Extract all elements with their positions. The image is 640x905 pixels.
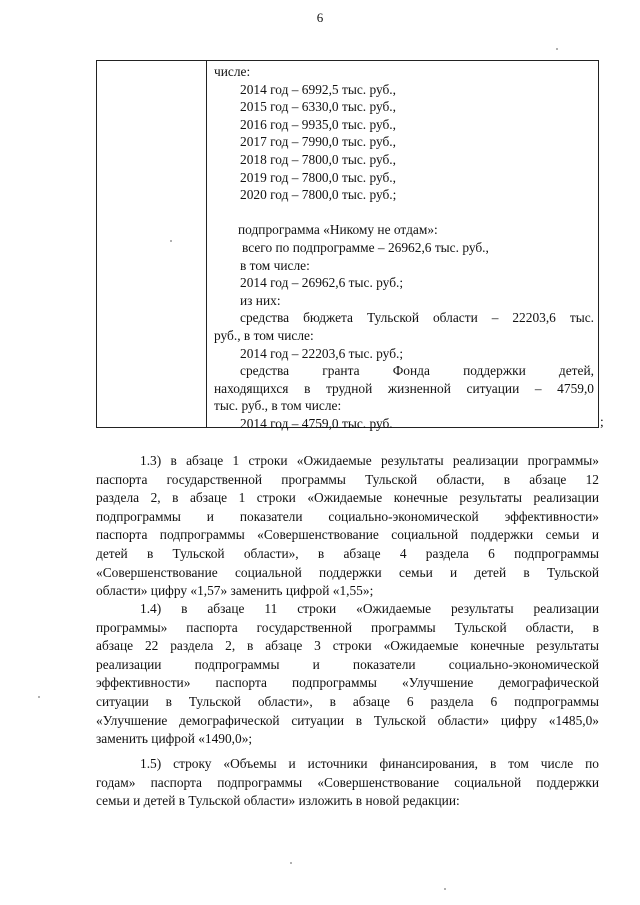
scan-speck bbox=[290, 862, 292, 864]
paragraph-line: абзаце 22 раздела 2, в абзаце 3 строки «Ожидаемые конечные результаты bbox=[96, 638, 599, 654]
paragraph-line: годам» паспорта подпрограммы «Совершенствование социальной поддержки bbox=[96, 774, 599, 790]
cell-line: 2015 год – 6330,0 тыс. руб., bbox=[240, 99, 397, 115]
cell-line: 2018 год – 7800,0 тыс. руб., bbox=[240, 151, 397, 167]
paragraph-line: заменить цифрой «1490,0»; bbox=[96, 731, 253, 747]
cell-line: числе: bbox=[214, 64, 251, 79]
cell-line: 2016 год – 9935,0 тыс. руб., bbox=[240, 116, 397, 132]
paragraph-line: подпрограммы и показатели социально-экономической эффективности» bbox=[96, 508, 599, 524]
paragraph-line: детей в Тульской области», в абзаце 4 раздела 6 подпрограммы bbox=[96, 545, 599, 561]
page-number: 6 bbox=[316, 10, 324, 25]
cell-line: находящихся в трудной жизненной ситуации – 4759,0 bbox=[214, 380, 594, 396]
paragraph-line: семьи и детей в Тульской области» изложить в новой редакции: bbox=[96, 793, 460, 809]
cell-line: в том числе: bbox=[240, 257, 310, 273]
paragraph-1-5 bbox=[96, 755, 599, 811]
blank-line bbox=[214, 204, 594, 222]
cell-line: из них: bbox=[240, 292, 281, 308]
cell-line: 2014 год – 4759,0 тыс. руб. bbox=[240, 415, 393, 431]
cell-line: 2014 год – 26962,6 тыс. руб.; bbox=[240, 275, 404, 291]
paragraph-line: ситуации в Тульской области», в абзаце 6 раздела 6 подпрограммы bbox=[96, 693, 599, 709]
paragraph-line: паспорта государственной программы Тульской области, в абзаце 12 bbox=[96, 471, 599, 487]
paragraph-1-3 bbox=[96, 452, 599, 601]
cell-line: 2014 год – 6992,5 тыс. руб., bbox=[240, 81, 397, 97]
table-column-divider bbox=[206, 60, 207, 428]
trailing-semicolon: ; bbox=[600, 414, 604, 429]
scan-speck bbox=[556, 48, 558, 50]
paragraph-line: эффективности» паспорта подпрограммы «Улучшение демографической bbox=[96, 675, 599, 691]
cell-line: 2014 год – 22203,6 тыс. руб.; bbox=[240, 345, 404, 361]
paragraph-line: программы» паспорта государственной программы Тульской области, в bbox=[96, 619, 599, 635]
paragraph-line: 1.3) в абзаце 1 строки «Ожидаемые результаты реализации программы» bbox=[140, 453, 599, 468]
paragraph-line: «Улучшение демографической ситуации в Тульской области» цифру «1485,0» bbox=[96, 712, 599, 728]
paragraph-line: реализации подпрограммы и показатели социально-экономической bbox=[96, 656, 599, 672]
cell-line: тыс. руб., в том числе: bbox=[214, 398, 342, 414]
scan-speck bbox=[444, 888, 446, 890]
cell-line: руб., в том числе: bbox=[214, 327, 314, 343]
table-cell-financing bbox=[214, 63, 594, 432]
paragraph-line: 1.5) строку «Объемы и источники финансирования, в том числе по bbox=[140, 756, 599, 771]
paragraph-line: паспорта подпрограммы «Совершенствование социальной поддержки семьи и bbox=[96, 527, 599, 543]
paragraph-line: области» цифру «1,57» заменить цифрой «1,55»; bbox=[96, 583, 374, 599]
cell-line: 2020 год – 7800,0 тыс. руб.; bbox=[240, 187, 397, 203]
cell-line: 2019 год – 7800,0 тыс. руб., bbox=[240, 169, 397, 185]
scan-speck bbox=[38, 696, 40, 698]
paragraph-line: 1.4) в абзаце 11 строки «Ожидаемые результаты реализации bbox=[140, 601, 599, 616]
paragraph-line: «Совершенствование социальной поддержки семьи и детей в Тульской bbox=[96, 564, 599, 580]
scan-speck bbox=[170, 240, 172, 242]
paragraph-line: раздела 2, в абзаце 1 строки «Ожидаемые конечные результаты реализации bbox=[96, 490, 599, 506]
cell-line: 2017 год – 7990,0 тыс. руб., bbox=[240, 134, 397, 150]
cell-line: средства гранта Фонда поддержки детей, bbox=[240, 363, 594, 379]
cell-line: подпрограмма «Никому не отдам»: bbox=[238, 222, 438, 238]
cell-line: средства бюджета Тульской области – 22203,6 тыс. bbox=[240, 310, 594, 326]
cell-line: всего по подпрограмме – 26962,6 тыс. руб., bbox=[242, 239, 489, 255]
paragraph-1-4 bbox=[96, 600, 599, 749]
